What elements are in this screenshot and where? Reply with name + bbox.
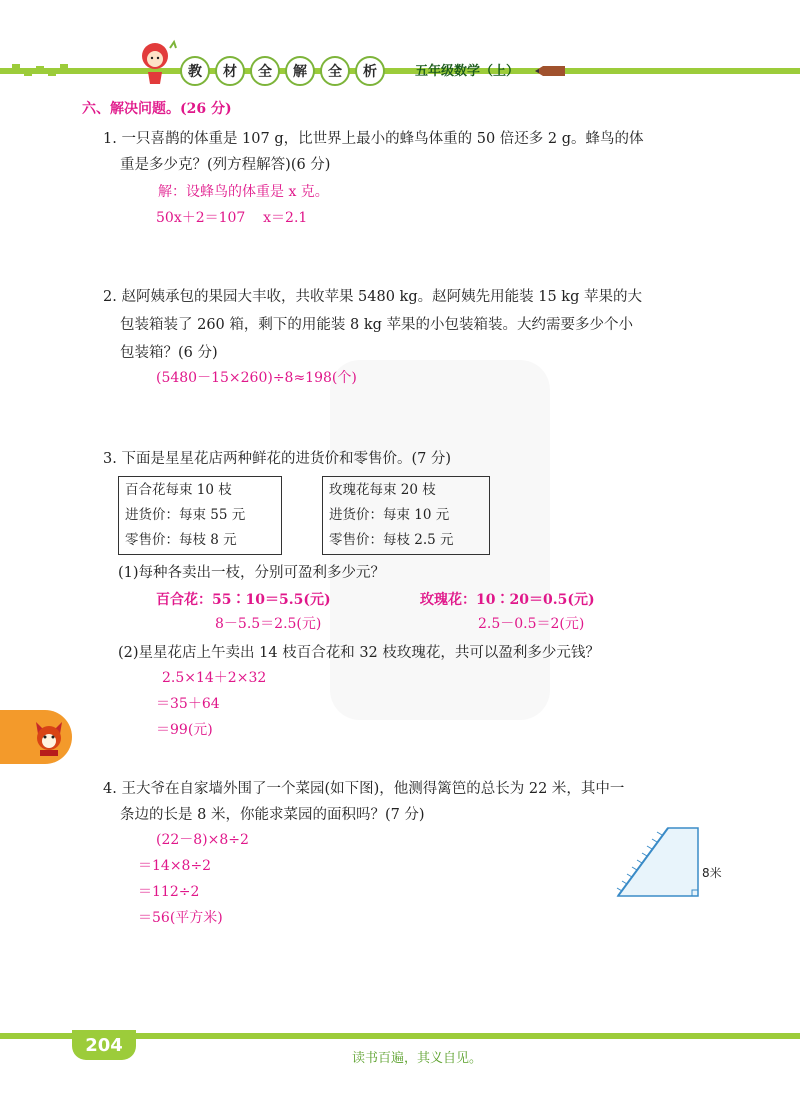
q4-answer-2: ＝14×8÷2 (138, 858, 212, 874)
page-number: 204 (72, 1030, 136, 1060)
header-rule (0, 68, 800, 74)
header-badge-3: 全 (250, 56, 280, 86)
q3-sub1: (1)每种各卖出一枝，分别可盈利多少元？ (118, 565, 386, 581)
q3-sub1-answer-rose-2: 2.5－0.5＝2(元) (478, 616, 585, 632)
q1-line-1: 1. 一只喜鹊的体重是 107 g，比世界上最小的蜂鸟体重的 50 倍还多 2 g。蜂鸟的体 (103, 131, 644, 147)
lily-cost: 进货价：每束 55 元 (125, 507, 246, 523)
q4-line-1: 4. 王大爷在自家墙外围了一个菜园(如下图)，他测得篱笆的总长为 22 米，其中一 (103, 781, 625, 797)
q1-line-2: 重是多少克？(列方程解答)(6 分) (120, 157, 331, 173)
q3-sub2: (2)星星花店上午卖出 14 枝百合花和 32 枝玫瑰花，共可以盈利多少元钱？ (118, 645, 600, 661)
q3-sub1-answer-rose-1: 玫瑰花：10∶20＝0.5(元) (420, 592, 595, 608)
price-box-rose (322, 476, 490, 555)
q2-line-1: 2. 赵阿姨承包的果园大丰收，共收苹果 5480 kg。赵阿姨先用能装 15 kg 苹果的大 (103, 289, 642, 305)
q3-sub2-answer-2: ＝35＋64 (156, 696, 220, 712)
q4-answer-1: (22－8)×8÷2 (156, 832, 249, 848)
mascot-fox-icon (32, 718, 66, 756)
q3-sub2-answer-1: 2.5×14＋2×32 (162, 670, 267, 686)
header-badge-2: 材 (215, 56, 245, 86)
section-title: 六、解决问题。(26 分) (82, 101, 232, 117)
q3-sub1-answer-lily-2: 8－5.5＝2.5(元) (215, 616, 322, 632)
footer-motto: 读书百遍，其义自见。 (352, 1051, 483, 1066)
q4-answer-4: ＝56(平方米) (138, 910, 223, 926)
q4-line-2: 条边的长是 8 米，你能求菜园的面积吗？(7 分) (120, 807, 425, 823)
series-title: 五年级数学（上） (415, 64, 520, 79)
rose-retail: 零售价：每枝 2.5 元 (329, 532, 454, 548)
q3-sub1-answer-lily-1: 百合花：55∶10＝5.5(元) (156, 592, 331, 608)
header-badge-4: 解 (285, 56, 315, 86)
header-badge-1: 教 (180, 56, 210, 86)
garden-figure (610, 822, 730, 902)
header-badge-6: 析 (355, 56, 385, 86)
rose-bundle: 玫瑰花每束 20 枝 (329, 482, 436, 498)
header-badge-5: 全 (320, 56, 350, 86)
mascot-girl-icon (130, 38, 180, 84)
q3-line-1: 3. 下面是星星花店两种鲜花的进货价和零售价。(7 分) (103, 451, 452, 467)
lily-retail: 零售价：每枝 8 元 (125, 532, 237, 548)
q1-answer-1: 解：设蜂鸟的体重是 x 克。 (158, 184, 329, 200)
pencil-icon (535, 66, 565, 76)
q1-answer-2: 50x＋2＝107 x＝2.1 (156, 210, 308, 226)
figure-label: 8米 (702, 866, 722, 880)
q2-line-3: 包装箱？(6 分) (120, 345, 218, 361)
q3-sub2-answer-3: ＝99(元) (156, 722, 213, 738)
q4-answer-3: ＝112÷2 (138, 884, 200, 900)
q2-answer-1: (5480－15×260)÷8≈198(个) (156, 370, 357, 386)
lily-bundle: 百合花每束 10 枝 (125, 482, 232, 498)
price-box-lily (118, 476, 282, 555)
rose-cost: 进货价：每束 10 元 (329, 507, 450, 523)
q2-line-2: 包装箱装了 260 箱，剩下的用能装 8 kg 苹果的小包装箱装。大约需要多少个小 (120, 317, 634, 333)
